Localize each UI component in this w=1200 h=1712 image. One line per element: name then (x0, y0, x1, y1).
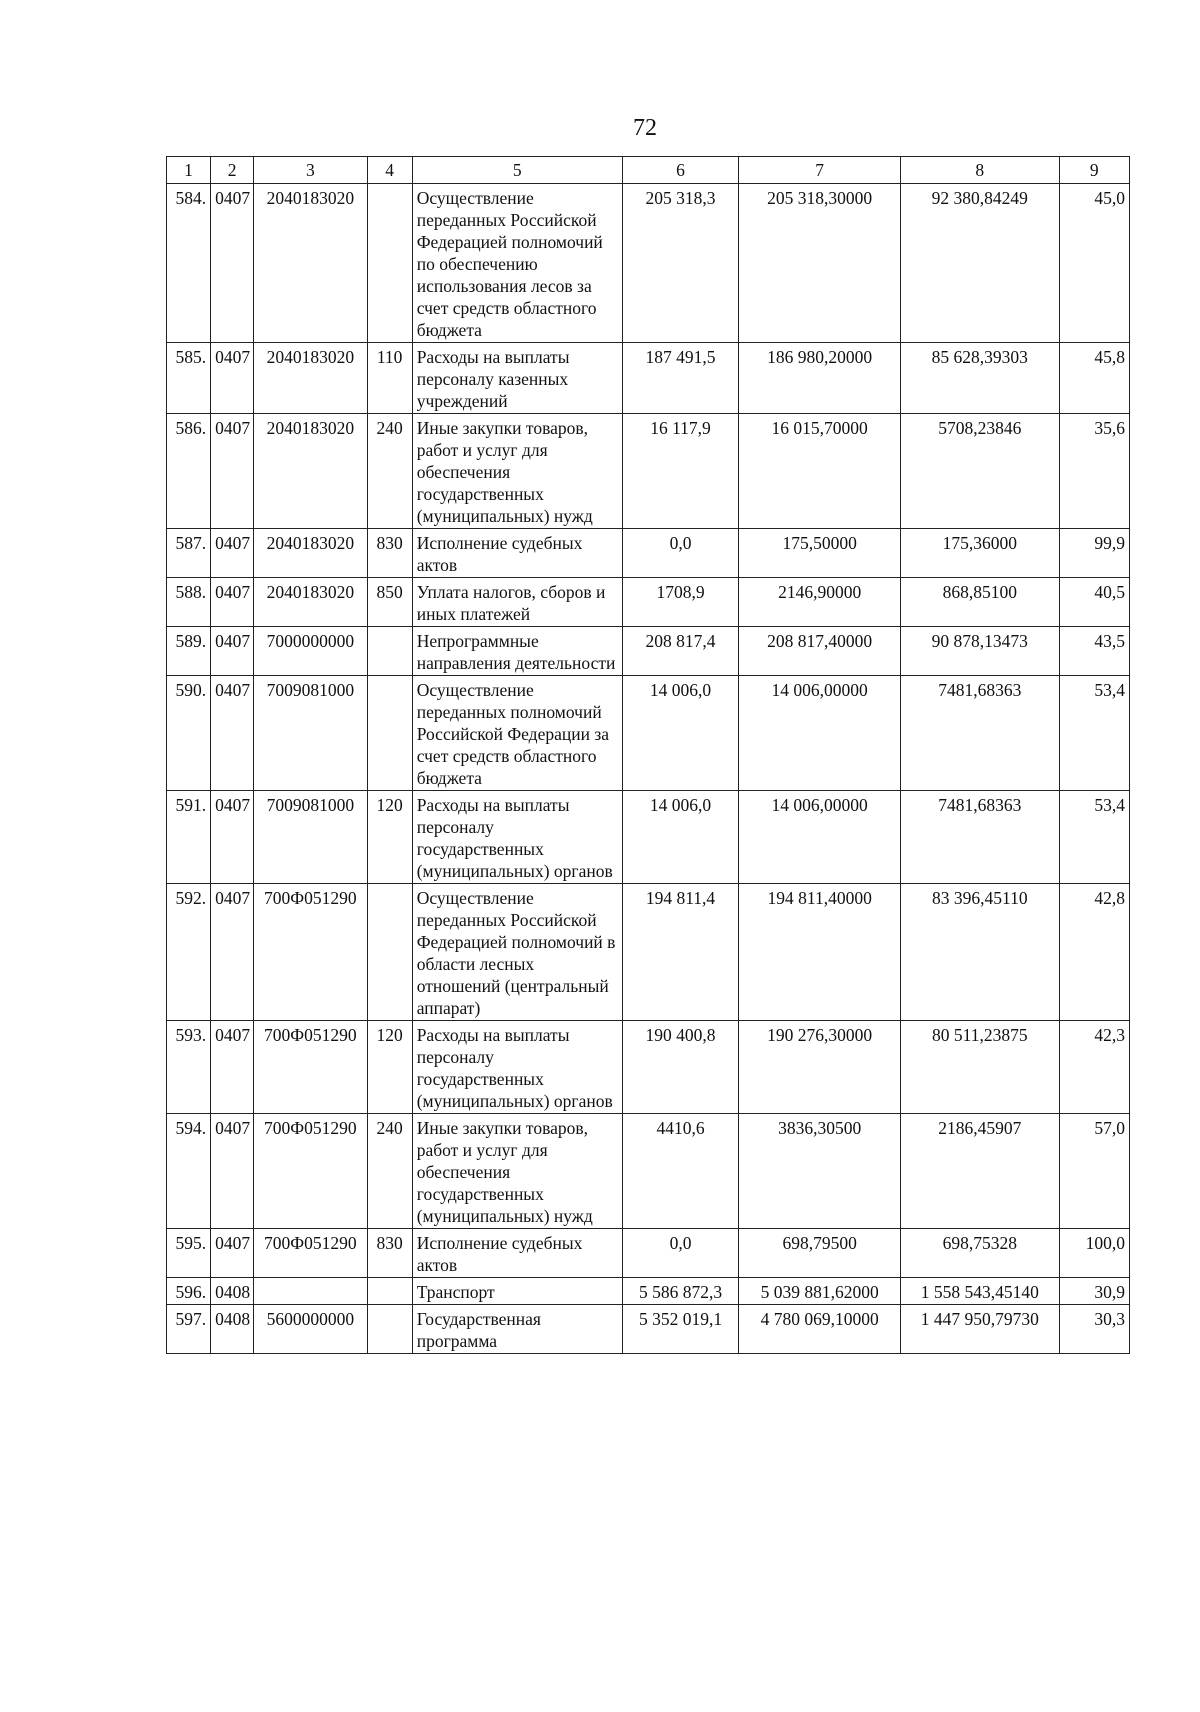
expense-type-cell: 120 (367, 791, 412, 884)
execution-percent-cell: 42,3 (1059, 1021, 1129, 1114)
description-cell: Расходы на выплаты персоналу казенных учреждений (412, 343, 622, 414)
section-code-cell: 0407 (211, 343, 254, 414)
row-number-cell: 588. (167, 578, 211, 627)
executed-amount-cell: 92 380,84249 (901, 184, 1060, 343)
refined-plan-cell: 205 318,30000 (739, 184, 901, 343)
executed-amount-cell: 1 447 950,79730 (901, 1305, 1060, 1354)
column-header: 9 (1059, 157, 1129, 184)
approved-plan-cell: 4410,6 (622, 1114, 739, 1229)
approved-plan-cell: 1708,9 (622, 578, 739, 627)
table-row (167, 1021, 1130, 1114)
table-body (167, 184, 1130, 1354)
refined-plan-cell: 16 015,70000 (739, 414, 901, 529)
description-cell: Осуществление переданных полномочий Российской Федерации за счет средств областного бюджета (412, 676, 622, 791)
approved-plan-cell: 194 811,4 (622, 884, 739, 1021)
approved-plan-cell: 205 318,3 (622, 184, 739, 343)
description-cell: Расходы на выплаты персоналу государственных (муниципальных) органов (412, 791, 622, 884)
target-article-cell: 700Ф051290 (254, 1021, 367, 1114)
target-article-cell: 2040183020 (254, 184, 367, 343)
approved-plan-cell: 0,0 (622, 1229, 739, 1278)
execution-percent-cell: 99,9 (1059, 529, 1129, 578)
expense-type-cell: 240 (367, 1114, 412, 1229)
execution-percent-cell: 30,3 (1059, 1305, 1129, 1354)
expense-type-cell: 830 (367, 529, 412, 578)
execution-percent-cell: 42,8 (1059, 884, 1129, 1021)
executed-amount-cell: 698,75328 (901, 1229, 1060, 1278)
row-number-cell: 589. (167, 627, 211, 676)
target-article-cell: 7009081000 (254, 791, 367, 884)
approved-plan-cell: 5 586 872,3 (622, 1278, 739, 1305)
execution-percent-cell: 40,5 (1059, 578, 1129, 627)
column-header: 3 (254, 157, 367, 184)
description-cell: Осуществление переданных Российской Федерацией полномочий по обеспечению использования лесов за счет средств областного бюджета (412, 184, 622, 343)
description-cell: Расходы на выплаты персоналу государственных (муниципальных) органов (412, 1021, 622, 1114)
row-number-cell: 584. (167, 184, 211, 343)
approved-plan-cell: 0,0 (622, 529, 739, 578)
executed-amount-cell: 7481,68363 (901, 791, 1060, 884)
executed-amount-cell: 1 558 543,45140 (901, 1278, 1060, 1305)
description-cell: Транспорт (412, 1278, 622, 1305)
row-number-cell: 591. (167, 791, 211, 884)
description-cell: Иные закупки товаров, работ и услуг для обеспечения государственных (муниципальных) нужд (412, 414, 622, 529)
table-row (167, 676, 1130, 791)
section-code-cell: 0407 (211, 1229, 254, 1278)
section-code-cell: 0407 (211, 184, 254, 343)
column-header: 6 (622, 157, 739, 184)
expense-type-cell (367, 627, 412, 676)
page-number: 72 (633, 115, 657, 141)
section-code-cell: 0408 (211, 1278, 254, 1305)
refined-plan-cell: 4 780 069,10000 (739, 1305, 901, 1354)
row-number-cell: 597. (167, 1305, 211, 1354)
approved-plan-cell: 187 491,5 (622, 343, 739, 414)
section-code-cell: 0407 (211, 414, 254, 529)
row-number-cell: 595. (167, 1229, 211, 1278)
refined-plan-cell: 14 006,00000 (739, 676, 901, 791)
budget-table (166, 156, 1130, 1354)
approved-plan-cell: 190 400,8 (622, 1021, 739, 1114)
table-row (167, 884, 1130, 1021)
column-header: 4 (367, 157, 412, 184)
refined-plan-cell: 190 276,30000 (739, 1021, 901, 1114)
expense-type-cell (367, 1278, 412, 1305)
executed-amount-cell: 5708,23846 (901, 414, 1060, 529)
refined-plan-cell: 208 817,40000 (739, 627, 901, 676)
description-cell: Иные закупки товаров, работ и услуг для обеспечения государственных (муниципальных) нужд (412, 1114, 622, 1229)
description-cell: Исполнение судебных актов (412, 529, 622, 578)
column-header: 1 (167, 157, 211, 184)
section-code-cell: 0407 (211, 1114, 254, 1229)
refined-plan-cell: 14 006,00000 (739, 791, 901, 884)
target-article-cell: 7000000000 (254, 627, 367, 676)
expense-type-cell (367, 184, 412, 343)
description-cell: Исполнение судебных актов (412, 1229, 622, 1278)
row-number-cell: 593. (167, 1021, 211, 1114)
execution-percent-cell: 35,6 (1059, 414, 1129, 529)
refined-plan-cell: 186 980,20000 (739, 343, 901, 414)
row-number-cell: 590. (167, 676, 211, 791)
target-article-cell: 5600000000 (254, 1305, 367, 1354)
approved-plan-cell: 5 352 019,1 (622, 1305, 739, 1354)
target-article-cell: 2040183020 (254, 414, 367, 529)
refined-plan-cell: 3836,30500 (739, 1114, 901, 1229)
column-header: 2 (211, 157, 254, 184)
column-header: 8 (901, 157, 1060, 184)
row-number-cell: 592. (167, 884, 211, 1021)
refined-plan-cell: 5 039 881,62000 (739, 1278, 901, 1305)
execution-percent-cell: 45,0 (1059, 184, 1129, 343)
executed-amount-cell: 90 878,13473 (901, 627, 1060, 676)
expense-type-cell (367, 884, 412, 1021)
table-row (167, 1114, 1130, 1229)
refined-plan-cell: 175,50000 (739, 529, 901, 578)
approved-plan-cell: 14 006,0 (622, 676, 739, 791)
row-number-cell: 596. (167, 1278, 211, 1305)
table-row (167, 414, 1130, 529)
expense-type-cell (367, 676, 412, 791)
executed-amount-cell: 868,85100 (901, 578, 1060, 627)
target-article-cell: 2040183020 (254, 578, 367, 627)
header-row (167, 157, 1130, 184)
section-code-cell: 0407 (211, 627, 254, 676)
table-row (167, 627, 1130, 676)
execution-percent-cell: 53,4 (1059, 676, 1129, 791)
target-article-cell: 700Ф051290 (254, 884, 367, 1021)
section-code-cell: 0407 (211, 676, 254, 791)
executed-amount-cell: 80 511,23875 (901, 1021, 1060, 1114)
expense-type-cell: 110 (367, 343, 412, 414)
expense-type-cell: 240 (367, 414, 412, 529)
refined-plan-cell: 2146,90000 (739, 578, 901, 627)
executed-amount-cell: 175,36000 (901, 529, 1060, 578)
column-header: 5 (412, 157, 622, 184)
table-row (167, 343, 1130, 414)
section-code-cell: 0407 (211, 1021, 254, 1114)
executed-amount-cell: 7481,68363 (901, 676, 1060, 791)
target-article-cell (254, 1278, 367, 1305)
section-code-cell: 0407 (211, 884, 254, 1021)
table-row (167, 1278, 1130, 1305)
expense-type-cell: 850 (367, 578, 412, 627)
row-number-cell: 587. (167, 529, 211, 578)
section-code-cell: 0408 (211, 1305, 254, 1354)
description-cell: Уплата налогов, сборов и иных платежей (412, 578, 622, 627)
section-code-cell: 0407 (211, 791, 254, 884)
execution-percent-cell: 43,5 (1059, 627, 1129, 676)
refined-plan-cell: 194 811,40000 (739, 884, 901, 1021)
approved-plan-cell: 14 006,0 (622, 791, 739, 884)
description-cell: Государственная программа (412, 1305, 622, 1354)
target-article-cell: 700Ф051290 (254, 1114, 367, 1229)
executed-amount-cell: 85 628,39303 (901, 343, 1060, 414)
row-number-cell: 594. (167, 1114, 211, 1229)
table-row (167, 1305, 1130, 1354)
row-number-cell: 585. (167, 343, 211, 414)
target-article-cell: 2040183020 (254, 343, 367, 414)
table-row (167, 791, 1130, 884)
execution-percent-cell: 100,0 (1059, 1229, 1129, 1278)
row-number-cell: 586. (167, 414, 211, 529)
execution-percent-cell: 45,8 (1059, 343, 1129, 414)
section-code-cell: 0407 (211, 578, 254, 627)
approved-plan-cell: 16 117,9 (622, 414, 739, 529)
expense-type-cell: 120 (367, 1021, 412, 1114)
section-code-cell: 0407 (211, 529, 254, 578)
target-article-cell: 2040183020 (254, 529, 367, 578)
approved-plan-cell: 208 817,4 (622, 627, 739, 676)
table-row (167, 578, 1130, 627)
executed-amount-cell: 83 396,45110 (901, 884, 1060, 1021)
table-row (167, 529, 1130, 578)
expense-type-cell (367, 1305, 412, 1354)
table-row (167, 1229, 1130, 1278)
execution-percent-cell: 57,0 (1059, 1114, 1129, 1229)
execution-percent-cell: 30,9 (1059, 1278, 1129, 1305)
executed-amount-cell: 2186,45907 (901, 1114, 1060, 1229)
target-article-cell: 7009081000 (254, 676, 367, 791)
execution-percent-cell: 53,4 (1059, 791, 1129, 884)
target-article-cell: 700Ф051290 (254, 1229, 367, 1278)
description-cell: Непрограммные направления деятельности (412, 627, 622, 676)
description-cell: Осуществление переданных Российской Федерацией полномочий в области лесных отношений (центральный аппарат) (412, 884, 622, 1021)
table-row (167, 184, 1130, 343)
refined-plan-cell: 698,79500 (739, 1229, 901, 1278)
expense-type-cell: 830 (367, 1229, 412, 1278)
column-header: 7 (739, 157, 901, 184)
